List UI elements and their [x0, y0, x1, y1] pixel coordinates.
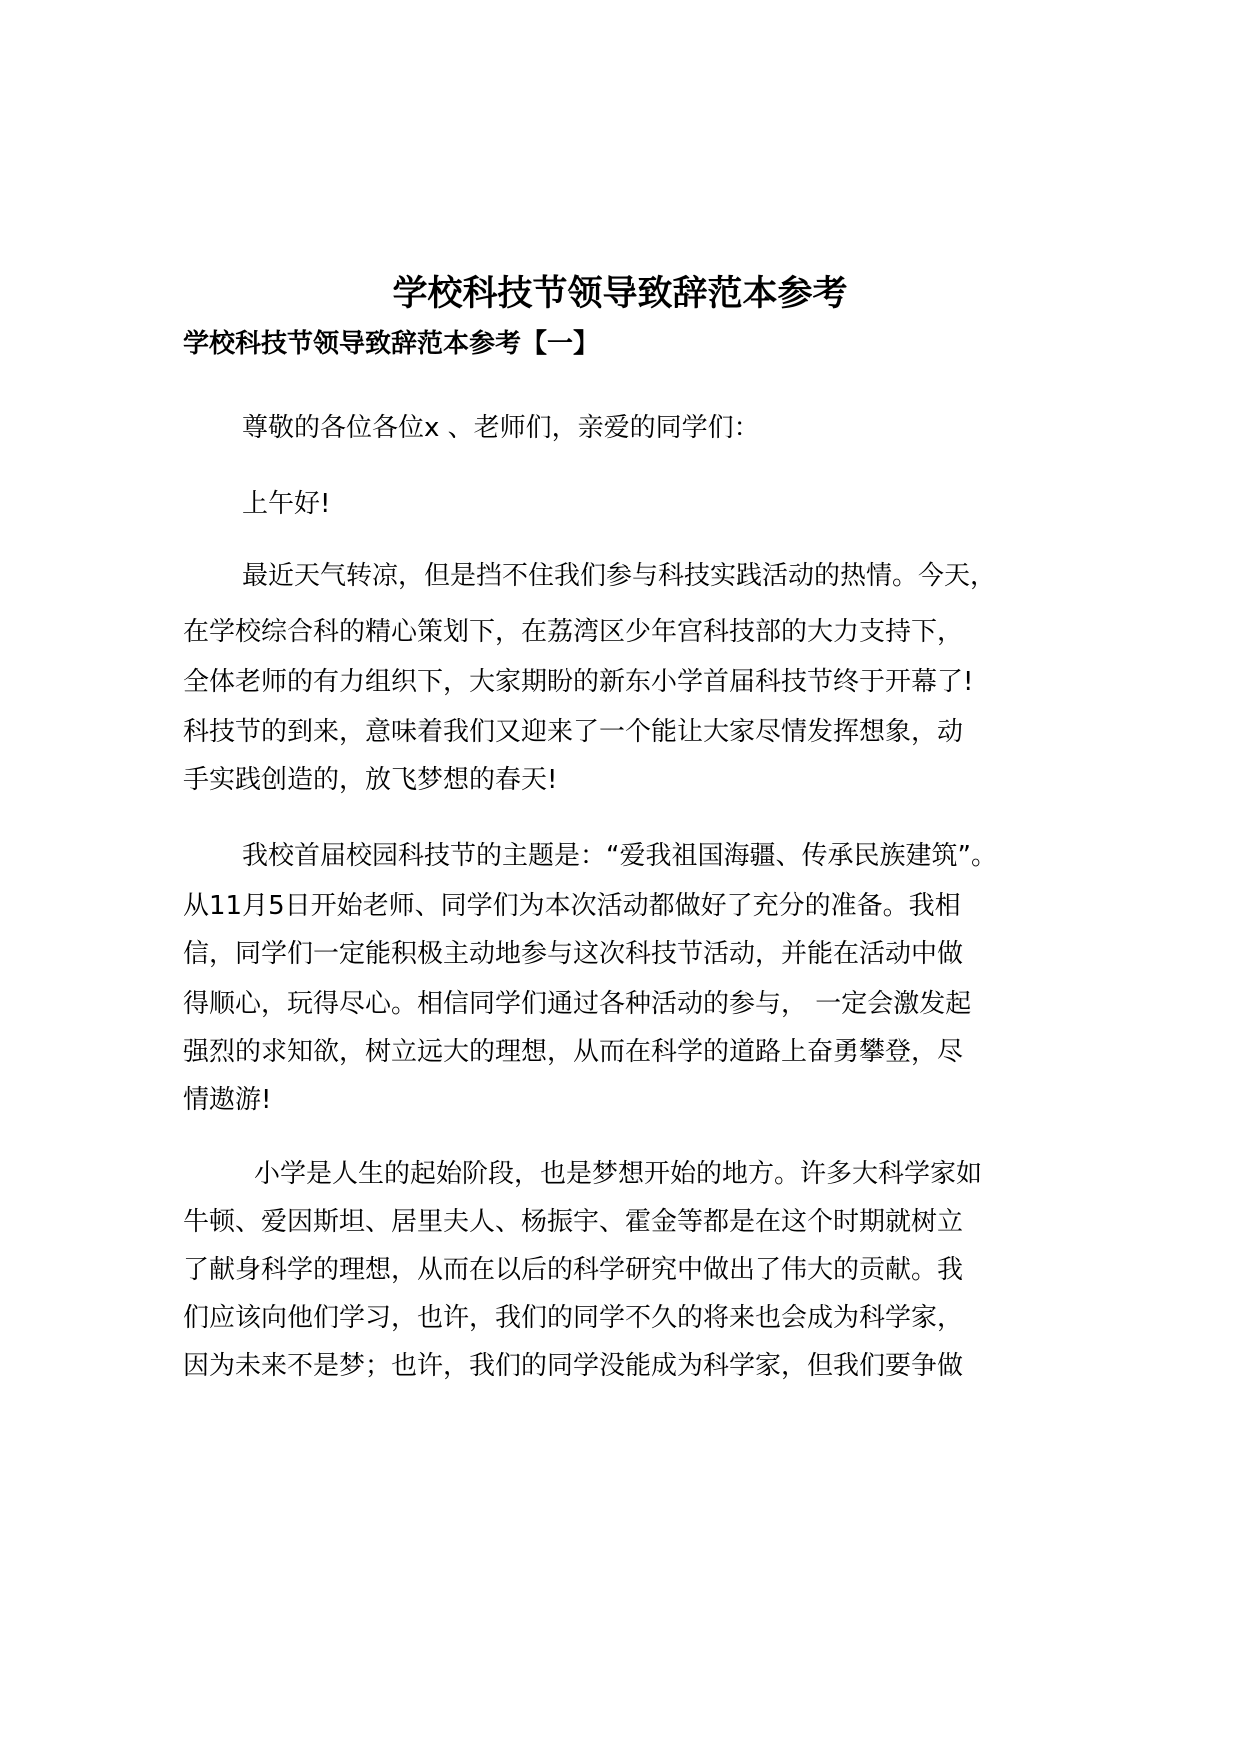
paragraph-line: 强烈的求知欲，树立远大的理想，从而在科学的道路上奋勇攀登，尽: [183, 1037, 964, 1067]
paragraph-line: 得顺心，玩得尽心。相信同学们通过各种活动的参与， 一定会激发起: [183, 989, 972, 1019]
paragraph-line: 们应该向他们学习，也许，我们的同学不久的将来也会成为科学家，: [183, 1303, 964, 1333]
paragraph-line: 信，同学们一定能积极主动地参与这次科技节活动，并能在活动中做: [183, 939, 964, 969]
paragraph-line: 我校首届校园科技节的主题是：“爱我祖国海疆、传承民族建筑”。: [242, 841, 997, 871]
document-title: 学校科技节领导致辞范本参考: [392, 274, 848, 314]
paragraph-line: 最近天气转凉，但是挡不住我们参与科技实践活动的热情。今天，: [242, 561, 997, 591]
paragraph-line: 在学校综合科的精心策划下，在荔湾区少年宫科技部的大力支持下，: [183, 617, 964, 647]
paragraph-line: 科技节的到来，意味着我们又迎来了一个能让大家尽情发挥想象，动: [183, 717, 964, 747]
paragraph-line: 因为未来不是梦；也许，我们的同学没能成为科学家，但我们要争做: [183, 1351, 964, 1381]
paragraph-line: 牛顿、爱因斯坦、居里夫人、杨振宇、霍金等都是在这个时期就树立: [183, 1207, 964, 1237]
greeting-line: 尊敬的各位各位x 、老师们，亲爱的同学们：: [242, 413, 760, 443]
paragraph-line: 全体老师的有力组织下，大家期盼的新东小学首届科技节终于开幕了!: [183, 667, 974, 697]
paragraph-line: 从11月5日开始老师、同学们为本次活动都做好了充分的准备。我相: [183, 891, 961, 921]
paragraph-line: 情遨游!: [183, 1085, 272, 1115]
paragraph-line: 小学是人生的起始阶段，也是梦想开始的地方。许多大科学家如: [254, 1159, 983, 1189]
paragraph-line: 了献身科学的理想，从而在以后的科学研究中做出了伟大的贡献。我: [183, 1255, 964, 1285]
salutation-line: 上午好!: [242, 489, 331, 519]
section-heading: 学校科技节领导致辞范本参考【一】: [183, 329, 600, 359]
paragraph-line: 手实践创造的，放飞梦想的春天!: [183, 765, 558, 795]
